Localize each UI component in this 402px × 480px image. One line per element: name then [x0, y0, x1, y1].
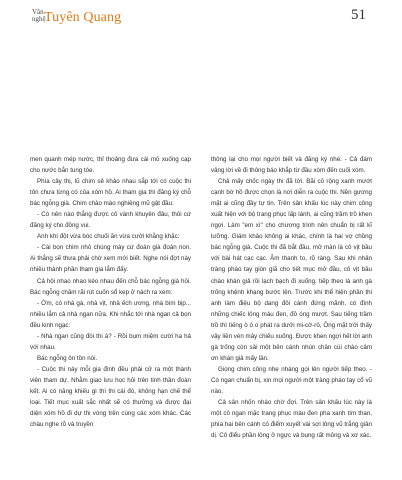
- paragraph: Giọng chim công nhẹ nhàng gọi lên người tiếp theo. - Có ngan chuẩn bị, xin mọi người một tràng pháo tay cổ vũ nào.: [211, 365, 372, 395]
- paragraph: Phía cây thị, lũ chim sẻ khảo nhau sắp tới có cuộc thi tôn chưa từng có của xóm hồ. Ai tham gia thì đăng ký chỗ bác ngỗng già. Chim chào mào nghiêng mũ gật đầu:: [30, 178, 191, 208]
- right-text-column: [211, 154, 372, 441]
- paragraph: men quanh mép nước, thỉ thoảng đưa cái mỏ xuống cạp cho nước bắn tung tóe.: [30, 156, 191, 175]
- paragraph: - Cuộc thi này mỗi gia đình đều phải cử ra một thành viên tham dự. Nhằm giao lưu học hỏi trên tinh thần đoàn kết. Ai có năng khiếu gì thì thi cái đó, không hạn chế thể loại. Tiết mục xuất sắc nhất sẽ có thưởng và được đại diện xóm hồ đi dự thi vòng trên cùng các xóm khác. Các chàu nghe rõ và truyền: [30, 365, 191, 429]
- paragraph: Chả mấy chốc ngày thi đã tới. Bãi cỏ rộng xanh mướt cạnh bờ hồ được chọn là nơi diễn ra cuộc thi. Nền gương mặt ai cũng đầy tự tin. Trên sân khấu lúc này chim công xuất hiện với bộ trang phục lấp lánh, ai cũng trầm trồ khen ngợi. Làm "em xì" cho chương trình nên chuẩn bị rất kĩ lưỡng. Giám khảo không ai khác, chính là hai vợ chồng bác ngỗng già. Cuộc thi đã bắt đầu, mở màn là cô vịt bầu với bài hát cạc cạc. Âm thanh to, rõ ràng. Sau khi nhân tràng pháo tay giòn giã cho tiết mục mở đầu, cô vịt bầu chào khán giả rồi lạch bạch đi xuống. tiếp theo là anh gà trống khệnh khạng bước lên. Trước khi thể hiện phần thi anh làm điệu bộ dang đôi cánh đứng mãnh, có đính những chiếc lông màu đen, đỏ óng mượt. Sau tiếng trầm trồ thì tiếng ò ó o phát ra dưới mi-cờ-rô, Ông mặt trời thấy vậy liền vén mây chiếu xuống. Được khen ngợi hết lời anh gà trống còn sải một bên cánh nhún chân cúi chào cảm ơn khán giả mấy lần.: [211, 178, 372, 362]
- magazine-logo: [32, 8, 142, 36]
- paragraph: - Có nên nào thắng được cô vành khuyên đâu, thôi cứ đăng ký cho đông vui.: [30, 211, 191, 230]
- logo-small-line2: nghệ: [32, 15, 46, 23]
- logo-small-line1: Văn: [32, 8, 44, 16]
- left-text-column: [30, 154, 191, 430]
- paragraph: Bác ngỗng ôn tồn nói.: [37, 354, 98, 362]
- logo-title: Tuyên Quang: [44, 10, 122, 25]
- paragraph: - Cái bọn chim nhỏ chúng mày cứ đoán già đoán non. Ai thắng sẽ thưa phải chờ xem mới biết. Nghe nói đợt này nhiều thành phần tham gia lắm đấy.: [30, 244, 191, 274]
- paragraph: Anh khí đột vừa bóc chuối ăn vừa cười khằng khặc:: [37, 233, 180, 241]
- paragraph: thông lại cho mọi người biết và đăng ký nhé. - Cả đám vâng lời về đi thông báo khắp từ đầu xóm đến cuối xóm.: [211, 156, 372, 175]
- paragraph: Cả hội nhao nhao kéo nhau đến chỗ bác ngỗng già hỏi. Bác ngỗng chăm rãi rút cuốn sổ kẹp ở nách ra xem:: [30, 277, 191, 296]
- page-header: [0, 0, 402, 40]
- paragraph: - Nhà ngan cũng đòi thi á? - Rồi bụm miệm cười ha hả với nhau.: [30, 332, 191, 351]
- paragraph: Cả sân nhốn nháo chờ đợi. Trên sân khấu lúc này là một cô ngan mặc trang phục màu đen pha xanh tím than, phía hai bên cánh có điểm xuyết vài sợi lông vũ trắng giản dị. Cô điểu phần lông ở ngực và bụng rất mỏng và xơ xác.: [211, 399, 372, 440]
- page-number: 51: [351, 7, 366, 23]
- paragraph: - Ờm, có nhà gà, nhà vịt, nhà ếch ương, nhà bìm bịp... nhiều lắm cả nhà ngan nữa. Khi nhắc tới nhà ngan cả bọn đều kinh ngạc:: [30, 299, 191, 329]
